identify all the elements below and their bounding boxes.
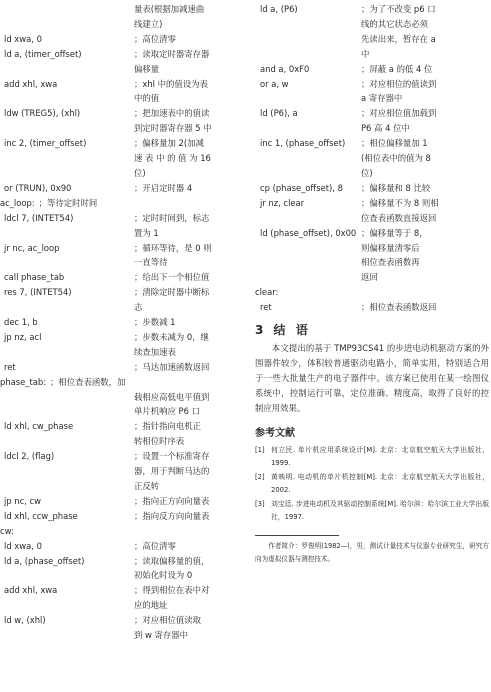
code-comment: ；为了不改变 p6 口 [361, 4, 436, 14]
code-instruction: ld a, (P6) [260, 4, 298, 14]
code-comment-continuation: 位) [361, 167, 373, 178]
code-comment-continuation: 续查加速表 [134, 346, 176, 357]
code-instruction: ld w, (xhl) [4, 615, 46, 626]
reference-text: 何立民. 单片机应用系统设计[M]. 北京：北京航空航天大学出版社，1999. [271, 446, 489, 467]
code-comment-continuation: 先读出来，暂存在 a [361, 33, 436, 44]
code-instruction: ret [260, 302, 272, 313]
code-comment-continuation: 中 [361, 48, 370, 59]
code-instruction: and a, 0xF0 [260, 63, 310, 74]
references-title: 参考文献 [255, 428, 295, 440]
code-comment-continuation: 载相应高低电平值到 [134, 391, 210, 402]
code-instruction: inc 1, (phase_offset) [260, 138, 346, 149]
code-instruction: cp (phase_offset), 8 [260, 182, 343, 193]
reference-item [255, 471, 489, 496]
code-label: cw: [0, 525, 14, 536]
footnote-rule [255, 535, 339, 536]
code-comment: ；设置一个标准寄存 [134, 451, 210, 462]
code-line [0, 613, 240, 628]
code-instruction: jp nc, cw [4, 495, 41, 506]
code-comment-continuation: a 寄存器中 [361, 93, 403, 104]
code-comment: ；偏移量加 2(加减 [134, 138, 204, 149]
code-comment: ；指向正方向向量表 [134, 495, 210, 506]
code-comment-continuation: 转相位时序表 [134, 436, 185, 447]
code-line [0, 196, 240, 211]
code-comment: ；步数减 1 [134, 317, 176, 328]
code-line [255, 181, 489, 196]
code-comment-continuation: 则偏移量清零后 [361, 242, 420, 253]
code-column-right [255, 2, 489, 565]
code-comment: ；相位偏移量加 1 [361, 138, 428, 149]
code-line [0, 524, 240, 539]
code-comment-continuation: 初始化时设为 0 [134, 570, 193, 581]
code-instruction: res 7, (INTET54) [4, 287, 72, 298]
code-comment: ；高位清零 [134, 33, 176, 44]
code-instruction: inc 2, (timer_offset) [4, 138, 87, 149]
code-comment-continuation: 线建立) [134, 18, 163, 29]
reference-text: 黄映明. 电动机的单片机控制[M]. 北京：北京航空航天大学出版社，2002. [271, 473, 489, 494]
code-comment: ；偏移量和 8 比较 [361, 182, 431, 193]
author-bio: 作者简介：罗俊明(1982—)，男，测试计量技术与仪器专业研究生，研究方向为虚拟仪器与测控技术。 [255, 542, 489, 563]
code-comment-continuation: (相位表中的值为 8 [361, 153, 431, 164]
code-comment: ；定时时间到，标志 [134, 212, 210, 223]
code-comment-continuation: 位查表函数直接返回 [361, 212, 437, 223]
reference-number: [1] [255, 446, 265, 455]
code-line [255, 226, 489, 241]
code-comment: ；马达加速函数返回 [134, 361, 210, 372]
code-instruction: jr nz, clear [260, 197, 305, 208]
code-comment-continuation: 偏移量 [134, 63, 160, 74]
code-line [0, 539, 240, 554]
code-comment-continuation: 线的其它状态必须 [361, 18, 428, 29]
code-line [255, 77, 489, 92]
code-instruction: ld (phase_offset), 0x00 [260, 227, 357, 238]
code-comment: ；屏蔽 a 的低 4 位 [361, 63, 433, 74]
code-line [0, 583, 240, 598]
code-line [0, 241, 240, 256]
reference-item [255, 444, 489, 469]
code-instruction: or (TRUN), 0x90 [4, 182, 72, 193]
code-line [0, 375, 240, 390]
code-line [255, 196, 489, 211]
code-instruction: add xhl, xwa [4, 585, 58, 596]
code-comment: ；相位查表函数，加 [50, 376, 126, 387]
code-line [0, 136, 240, 151]
code-comment: ；读取偏移量的值， [134, 555, 210, 566]
code-instruction: dec 1, b [4, 317, 38, 328]
code-comment: ；对应相位值加载到 [361, 108, 437, 119]
code-comment: ；给出下一个相位值 [134, 272, 210, 283]
code-line [255, 136, 489, 151]
code-comment-continuation: 器，用于判断马达的 [134, 466, 210, 477]
code-instruction: add xhl, xwa [4, 78, 58, 89]
reference-number: [3] [255, 500, 265, 509]
code-comment: ；偏移量不为 8 则相 [361, 197, 439, 208]
code-comment: ；读取定时器寄存器 [134, 48, 210, 59]
code-comment-continuation: 量表(根据加减速曲 [134, 4, 205, 14]
conclusion-paragraph: 本文提出的基于 TMP93CS41 的步进电动机驱动方案的外围器件较少，体积较普通驱动电路小，简单实用，特别适合用于一些大批量生产的电子器件中。该方案已使用在某一绘图仪系统中，控制运行可靠，定位准确、精度高，取得了良好的控制应用效果。 [255, 343, 489, 414]
code-comment: ；指向反方向向量表 [134, 510, 210, 521]
code-comment-continuation: 到 w 寄存器中 [134, 630, 189, 641]
code-comment-continuation: 中的值 [134, 93, 160, 104]
code-line [255, 285, 489, 300]
code-comment: ；高位清零 [134, 540, 176, 551]
code-line [0, 509, 240, 524]
code-line [0, 330, 240, 345]
code-instruction: ld xwa, 0 [4, 540, 42, 551]
code-instruction: ld xwa, 0 [4, 33, 42, 44]
code-line [0, 449, 240, 464]
code-comment-continuation: 单片机响应 P6 口 [134, 406, 200, 417]
code-comment: ；步数未减为 0，继 [134, 331, 209, 342]
code-comment-continuation: 到定时器寄存器 5 中 [134, 123, 212, 134]
code-comment-continuation: 应的地址 [134, 600, 168, 611]
code-comment-continuation: 返回 [361, 272, 378, 283]
code-instruction: jp nz, acl [4, 331, 42, 342]
code-comment: ；偏移量等于 8， [361, 227, 428, 238]
reference-item [255, 498, 489, 523]
code-label: ac_loop: [0, 197, 35, 208]
code-line [0, 494, 240, 509]
code-label: clear: [255, 287, 279, 298]
code-instruction: ld a, (timer_offset) [4, 48, 82, 59]
code-instruction: ld (P6), a [260, 108, 298, 119]
code-comment: ；指针指向电机正 [134, 421, 201, 432]
code-comment-continuation: 速 表 中 的 值 为 16 [134, 153, 211, 164]
section-heading: 3 结 语 [255, 323, 311, 338]
code-line [0, 554, 240, 569]
code-label: phase_tab: [0, 376, 47, 387]
code-comment: ；对应相位值读取 [134, 615, 201, 626]
code-comment: ；xhl 中的值设为表 [134, 78, 208, 89]
code-column-left [0, 2, 240, 643]
code-comment: ；相位查表函数返回 [361, 302, 437, 313]
code-line [255, 300, 489, 315]
code-instruction: jr nc, ac_loop [4, 242, 60, 253]
reference-text: 刘宝廷. 步进电动机及其驱动控制系统[M]. 哈尔滨：哈尔滨工业大学出版社，1997. [271, 500, 489, 521]
code-comment-continuation: 正反转 [134, 481, 160, 491]
code-comment: ；对应相位的值读到 [361, 78, 437, 89]
code-instruction: ld a, (phase_offset) [4, 555, 85, 566]
code-line [0, 285, 240, 300]
code-line [0, 315, 240, 330]
code-instruction: ret [4, 361, 16, 372]
code-line [0, 419, 240, 434]
code-instruction: or a, w [260, 78, 289, 89]
code-line [0, 360, 240, 375]
code-instruction: ld xhl, cw_phase [4, 421, 74, 432]
code-instruction: ldcl 2, (flag) [4, 451, 55, 462]
code-comment-continuation: 志 [134, 302, 143, 313]
code-comment-continuation: 位) [134, 167, 146, 178]
code-line [0, 270, 240, 285]
code-line [0, 32, 240, 47]
code-line [0, 181, 240, 196]
code-comment-continuation: P6 高 4 位中 [361, 123, 410, 134]
code-comment-continuation: 相位查表函数再 [361, 257, 420, 268]
code-line [0, 106, 240, 121]
code-instruction: ldw (TREG5), (xhl) [4, 108, 81, 119]
code-comment-continuation: 一直等待 [134, 257, 168, 268]
code-comment-continuation: 置为 1 [134, 227, 159, 238]
code-line [255, 106, 489, 121]
code-line [255, 62, 489, 77]
code-instruction: call phase_tab [4, 272, 65, 283]
code-line [0, 47, 240, 62]
code-instruction: ldcl 7, (INTET54) [4, 212, 74, 223]
code-line [0, 77, 240, 92]
code-comment: ；等待定时时间 [38, 197, 98, 208]
code-line [0, 211, 240, 226]
code-comment: ；开启定时器 4 [134, 182, 193, 193]
code-instruction: ld xhl, ccw_phase [4, 510, 78, 521]
code-comment: ；得到相位在表中对 [134, 585, 210, 596]
reference-number: [2] [255, 473, 265, 482]
code-line [255, 2, 489, 17]
code-comment: ；循环等待，是 0 则 [134, 242, 212, 253]
code-comment: ；把加速表中的值读 [134, 108, 210, 119]
code-comment: ；清除定时器中断标 [134, 287, 210, 298]
